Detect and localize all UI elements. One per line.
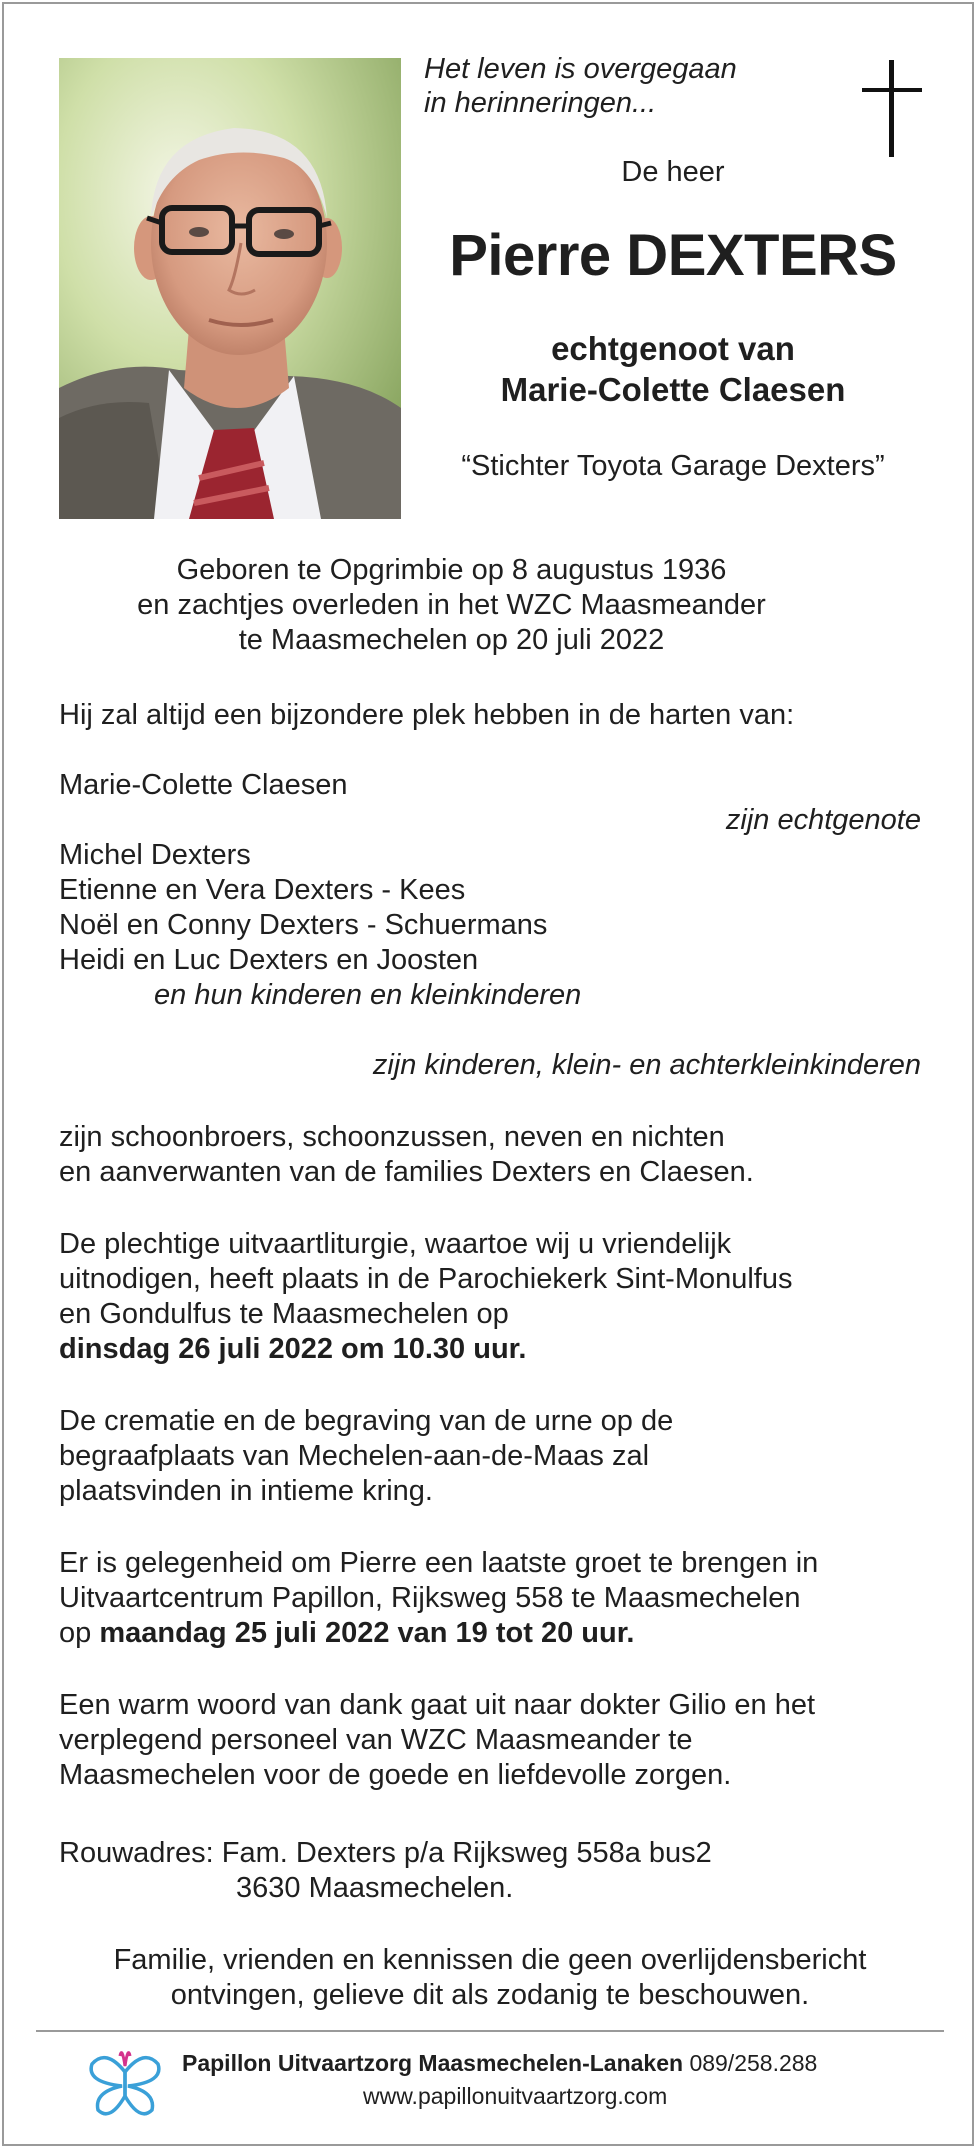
child-line-2: Etienne en Vera Dexters - Kees (59, 874, 466, 906)
notice-line-2: ontvingen, gelieve dit als zodanig te beschouwen. (170, 1979, 810, 2011)
footer-company: Papillon Uitvaartzorg Maasmechelen-Lanaken (182, 2050, 684, 2076)
address-line-2: 3630 Maasmechelen. (236, 1872, 514, 1904)
family-line-1: zijn schoonbroers, schoonzussen, neven en nichten (59, 1121, 725, 1153)
birth-line-3: te Maasmechelen op 20 juli 2022 (238, 624, 665, 656)
cremation-line-1: De crematie en de begraving van de urne op de (59, 1405, 674, 1437)
spouse-line-2: Marie-Colette Claesen (500, 371, 846, 408)
butterfly-icon (84, 2042, 166, 2124)
child-line-1: Michel Dexters (59, 839, 251, 871)
visit-line-1: Er is gelegenheid om Pierre een laatste groet te brengen in (59, 1547, 819, 1579)
deceased-name: Pierre DEXTERS (449, 223, 897, 288)
motto-line-2: in herinneringen... (424, 87, 657, 119)
visit-line-2: Uitvaartcentrum Papillon, Rijksweg 558 te Maasmechelen (59, 1582, 801, 1614)
footer-website[interactable]: www.papillonuitvaartzorg.com (363, 2083, 668, 2109)
visit-line-3 (59, 1616, 634, 1651)
footer-phone: 089/258.288 (689, 2050, 818, 2076)
birth-line-1: Geboren te Opgrimbie op 8 augustus 1936 (176, 554, 727, 586)
thanks-line-3: Maasmechelen voor de goede en liefdevolle zorgen. (59, 1759, 732, 1791)
spouse-line-1: echtgenoot van (551, 330, 795, 367)
children-role: zijn kinderen, klein- en achterkleinkinderen (372, 1049, 921, 1081)
liturgy-date: dinsdag 26 juli 2022 om 10.30 uur. (59, 1333, 527, 1365)
cremation-line-2: begraafplaats van Mechelen-aan-de-Maas zal (59, 1440, 650, 1472)
tagline: “Stichter Toyota Garage Dexters” (461, 450, 885, 482)
wife-name: Marie-Colette Claesen (59, 769, 348, 801)
portrait-photo (59, 58, 401, 519)
thanks-line-1: Een warm woord van dank gaat uit naar dokter Gilio en het (59, 1689, 816, 1721)
salutation: De heer (621, 156, 725, 188)
visit-date: maandag 25 juli 2022 van 19 tot 20 uur. (99, 1617, 635, 1649)
children-note: en hun kinderen en kleinkinderen (154, 979, 582, 1011)
portrait-illustration (59, 58, 401, 519)
motto-line-1: Het leven is overgegaan (424, 53, 737, 85)
child-line-3: Noël en Conny Dexters - Schuermans (59, 909, 548, 941)
liturgy-line-1: De plechtige uitvaartliturgie, waartoe wij u vriendelijk (59, 1228, 732, 1260)
address-line-1: Rouwadres: Fam. Dexters p/a Rijksweg 558a bus2 (59, 1837, 712, 1869)
cremation-line-3: plaatsvinden in intieme kring. (59, 1475, 433, 1507)
footer-company-line (182, 2048, 817, 2078)
thanks-line-2: verplegend personeel van WZC Maasmeander te (59, 1724, 693, 1756)
liturgy-line-2: uitnodigen, heeft plaats in de Parochiekerk Sint-Monulfus (59, 1263, 793, 1295)
intro-text: Hij zal altijd een bijzondere plek hebben in de harten van: (59, 699, 795, 731)
birth-line-2: en zachtjes overleden in het WZC Maasmeander (137, 589, 766, 621)
notice-line-1: Familie, vrienden en kennissen die geen overlijdensbericht (113, 1944, 867, 1976)
child-line-4: Heidi en Luc Dexters en Joosten (59, 944, 479, 976)
cross-icon (862, 60, 922, 160)
liturgy-line-3: en Gondulfus te Maasmechelen op (59, 1298, 509, 1330)
wife-role: zijn echtgenote (725, 804, 921, 836)
family-line-2: en aanverwanten van de families Dexters en Claesen. (59, 1156, 754, 1188)
footer-divider (36, 2030, 944, 2032)
visit-prefix: op (59, 1617, 92, 1649)
